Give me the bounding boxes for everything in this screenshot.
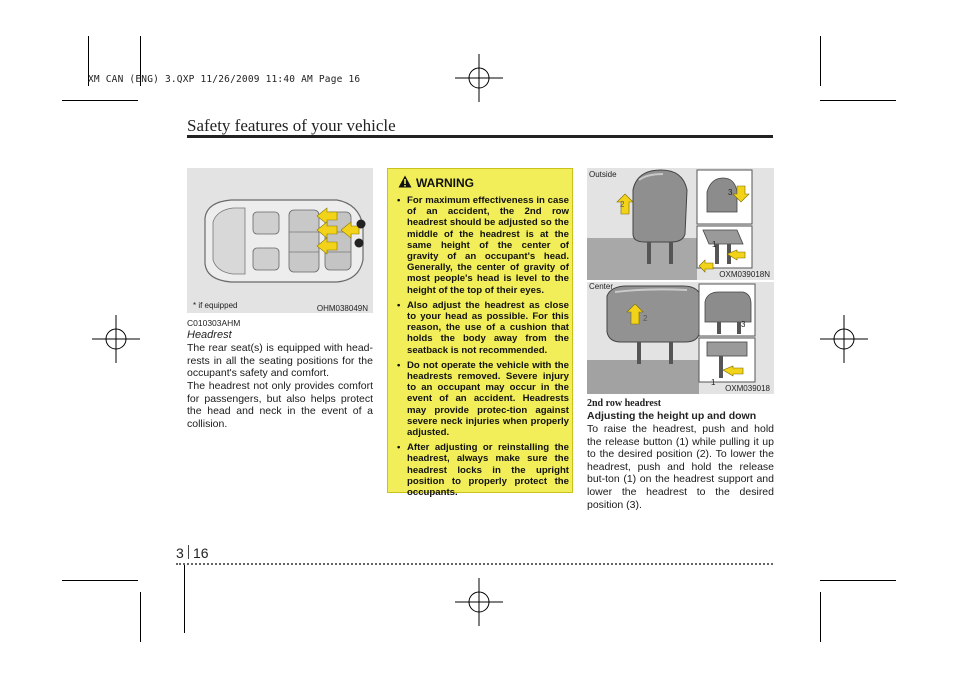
- figure-code: OXM039018N: [719, 270, 770, 279]
- headrest-paragraph-2: The headrest not only provides comfort for passengers, but also helps protect the head and neck in the event of a collision.: [187, 380, 373, 430]
- headrest-paragraph-1: The rear seat(s) is equipped with head-rests in all the seating positions for the occupant's safety and comfort.: [187, 342, 373, 380]
- print-slug: XM CAN (ENG) 3.QXP 11/26/2009 11:40 AM Page 16: [88, 74, 361, 85]
- registration-target-icon: [455, 54, 503, 102]
- warning-triangle-icon: [398, 175, 412, 188]
- figure-code: OXM039018: [725, 384, 770, 393]
- callout-2: 2: [643, 314, 648, 323]
- reference-code: C010303AHM: [187, 318, 241, 328]
- crop-mark: [820, 592, 821, 642]
- warning-title: WARNING: [416, 176, 474, 190]
- headrest-arrow-icon: [187, 168, 373, 313]
- crop-mark: [820, 36, 821, 86]
- warning-item: • Do not operate the vehicle with the headrests removed. Severe injury to an occupant may occur in the event of an accident. Headrests may provide protec-tion against severe neck injuries when properly adjusted.: [396, 360, 569, 438]
- callout-3: 3: [741, 320, 746, 329]
- warning-list: [396, 195, 569, 502]
- center-headrest-illustration: [587, 282, 774, 394]
- adjust-height-paragraph: To raise the headrest, push and hold the release button (1) while pulling it up to the desired position (2). To lower the headrest, push and hold the release but-ton (1) on the headrest support and lower the headrest to the desired position (3).: [587, 423, 774, 511]
- callout-1: 1: [711, 378, 716, 387]
- callout-1: 1: [712, 240, 717, 249]
- registration-target-icon: [820, 315, 868, 363]
- chapter-number: 3: [176, 545, 184, 561]
- callout-3: 3: [728, 188, 733, 197]
- crop-mark: [820, 580, 896, 581]
- warning-item: • After adjusting or reinstalling the headrest, always make sure the headrest locks in the upright position to properly protect the occupants.: [396, 442, 569, 498]
- if-equipped-note: * if equipped: [193, 301, 238, 310]
- callout-2: 2: [620, 200, 625, 209]
- page-number: 16: [193, 545, 209, 561]
- crop-mark: [184, 565, 185, 633]
- center-label: Center: [589, 282, 614, 291]
- footer-rule: [176, 563, 773, 565]
- car-seating-figure: [187, 168, 373, 313]
- adjust-height-heading: Adjusting the height up and down: [587, 410, 757, 422]
- footer-divider: [188, 545, 189, 559]
- outside-headrest-illustration: [587, 168, 774, 280]
- warning-item: • Also adjust the headrest as close to your head as possible. For this reason, the use of a cushion that holds the body away from the seatback is not recommended.: [396, 300, 569, 356]
- outside-label: Outside: [589, 170, 617, 179]
- center-headrest-figure: [587, 282, 774, 394]
- headrest-heading: Headrest: [187, 329, 232, 341]
- section-rule: [187, 135, 773, 138]
- registration-target-icon: [455, 578, 503, 626]
- section-title: Safety features of your vehicle: [187, 116, 396, 135]
- figure-code: OHM038049N: [316, 304, 368, 313]
- crop-mark: [140, 592, 141, 642]
- crop-mark: [62, 100, 138, 101]
- registration-target-icon: [92, 315, 140, 363]
- second-row-subheading: 2nd row headrest: [587, 398, 662, 409]
- crop-mark: [820, 100, 896, 101]
- warning-box: [387, 168, 573, 499]
- outside-headrest-figure: [587, 168, 774, 280]
- warning-item: • For maximum effectiveness in case of an accident, the 2nd row headrest should be adjusted so the middle of the headrest is at the same height of the center of gravity of an occupant's head. Generally, the center of gravity of most people's head is level to the height of the top of their eyes.: [396, 195, 569, 296]
- crop-mark: [62, 580, 138, 581]
